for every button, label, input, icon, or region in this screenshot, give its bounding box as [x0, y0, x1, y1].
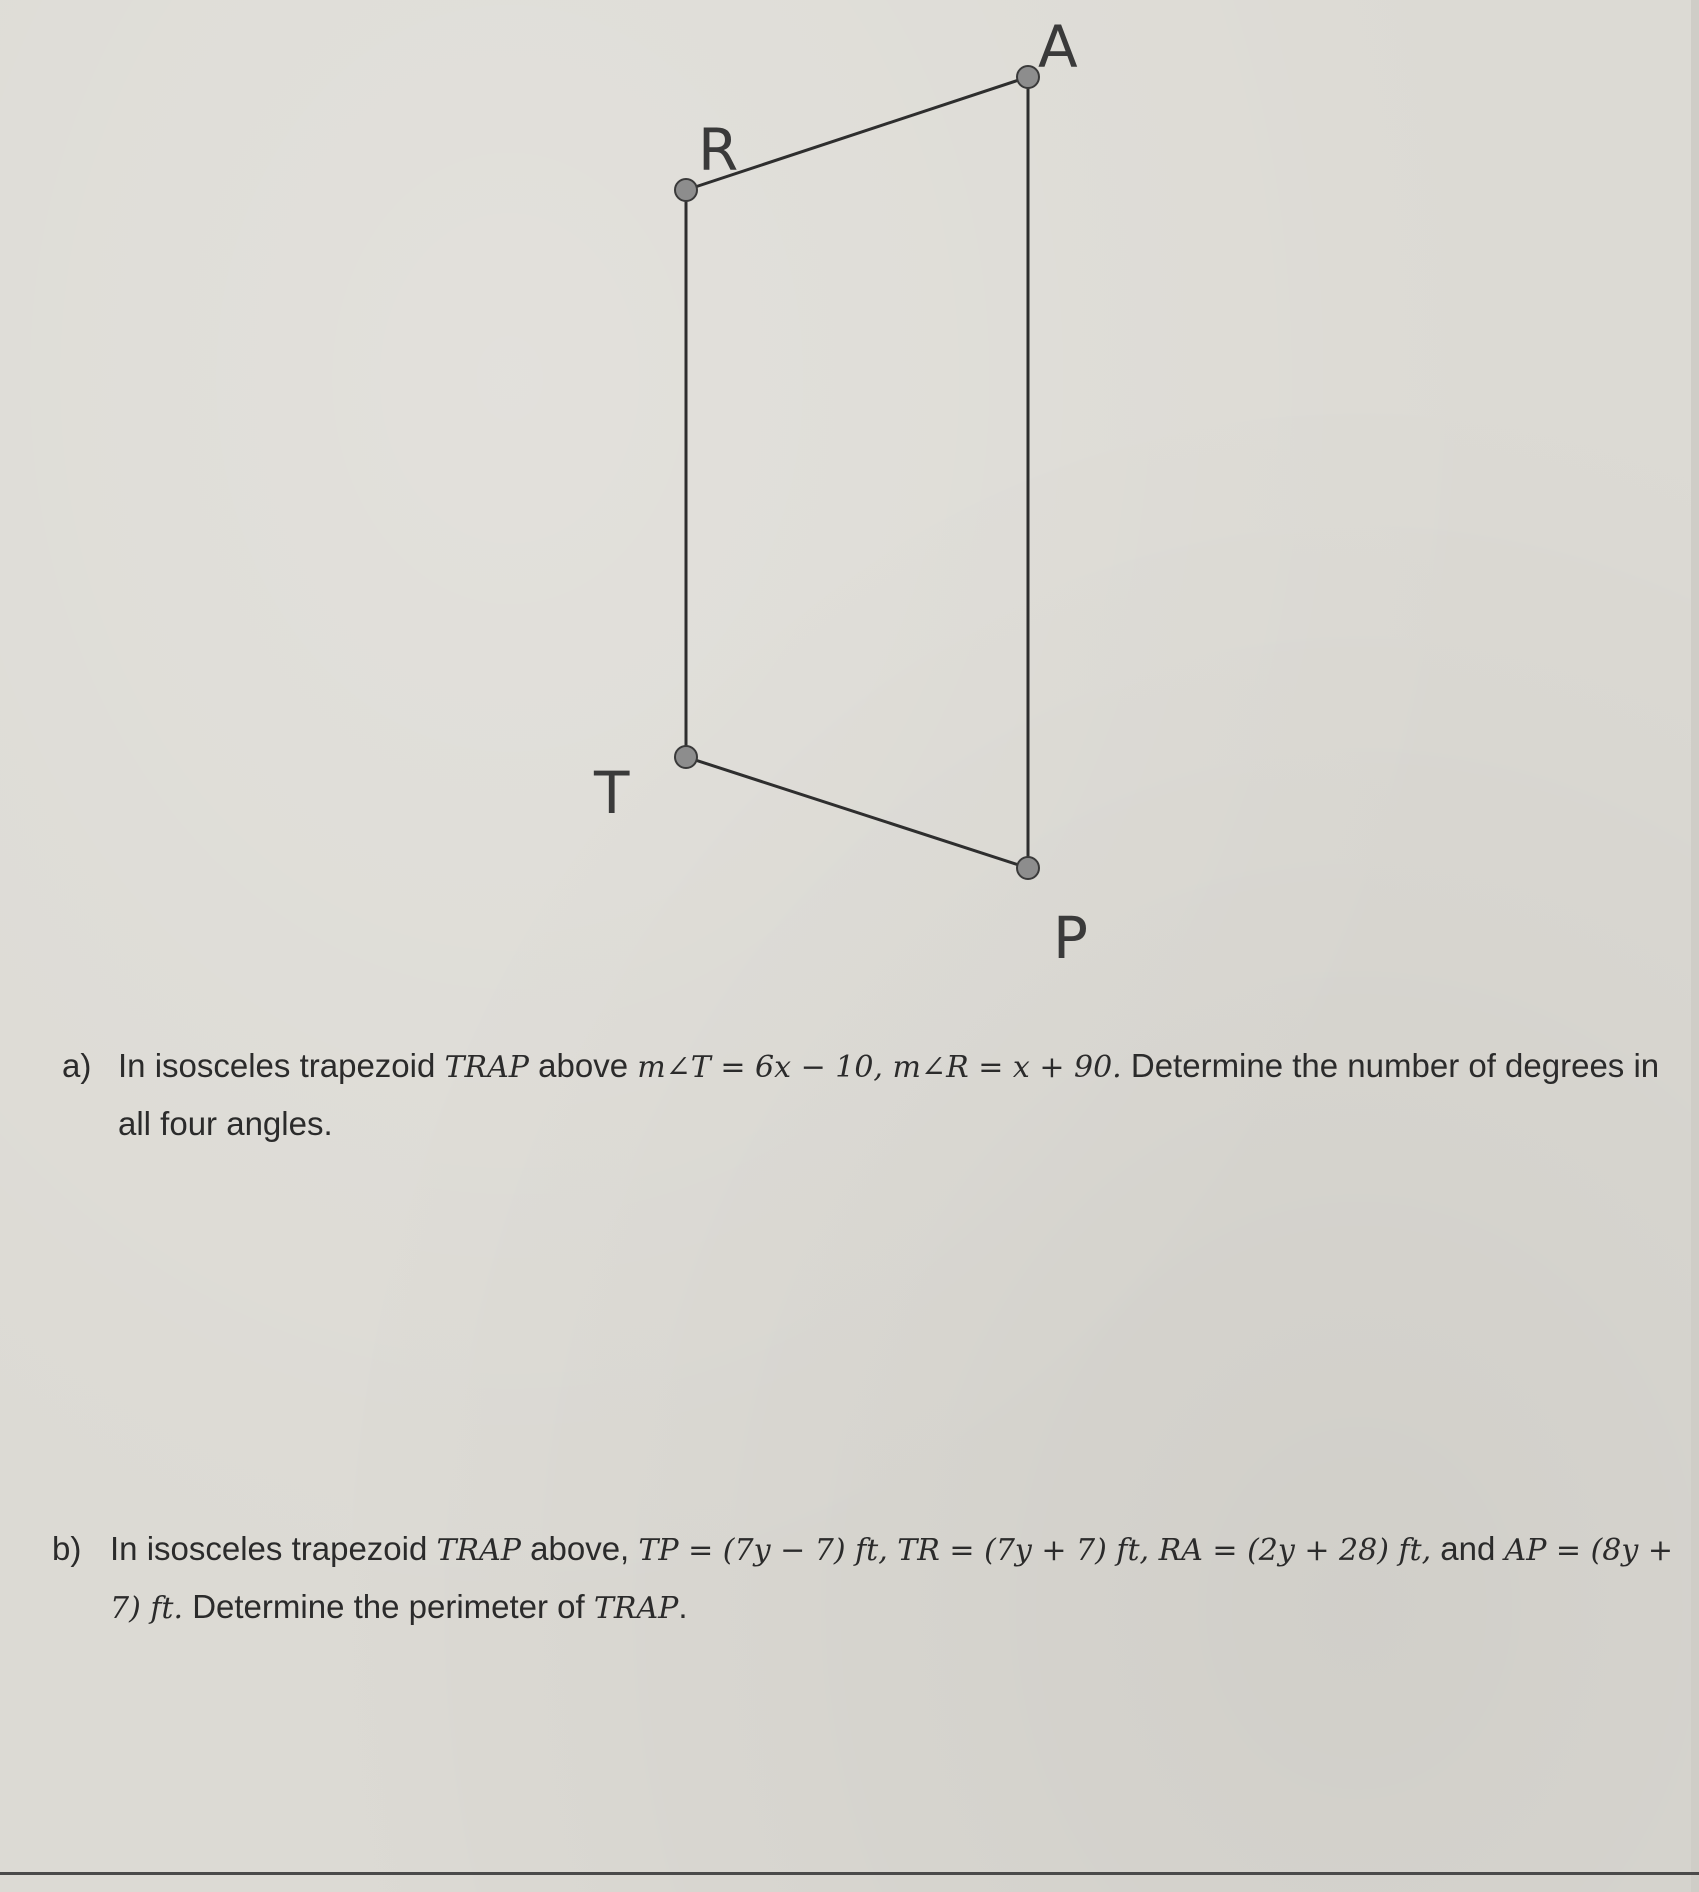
question-a-number: a) [62, 1047, 92, 1084]
question-b-math-3: AP = (8y + 7) ft. [110, 1533, 1674, 1626]
vertex-label-T: T [594, 759, 630, 827]
question-b-math-4: TRAP [593, 1591, 679, 1626]
vertex-label-R: R [698, 116, 739, 184]
bottom-rule [0, 1872, 1699, 1875]
question-a-text-3: Determine the number of degrees in all four angles. [118, 1047, 1660, 1142]
question-b-body [110, 1521, 1682, 1637]
question-a [62, 1038, 1672, 1152]
vertex-A-point [1017, 66, 1039, 88]
question-a-text-1: In isosceles trapezoid [118, 1047, 445, 1084]
question-a-math-1: TRAP [444, 1050, 529, 1085]
vertex-R-point [675, 179, 697, 201]
question-b-text-5: . [678, 1588, 688, 1625]
question-b-text-4: Determine the perimeter of [183, 1588, 594, 1625]
vertex-label-A: A [1038, 13, 1078, 81]
question-a-text-2: above [528, 1047, 638, 1084]
vertex-T-point [675, 746, 697, 768]
question-b-text-2: above, [520, 1530, 639, 1567]
side-PT [686, 757, 1028, 868]
question-b-number: b) [52, 1530, 82, 1567]
vertex-label-P: P [1053, 904, 1088, 972]
question-b-math-2: TP = (7y − 7) ft, TR = (7y + 7) ft, RA = (2y + 28) ft, [638, 1533, 1432, 1568]
question-b-math-1: TRAP [436, 1533, 521, 1568]
question-b-text-1: In isosceles trapezoid [110, 1530, 437, 1567]
question-a-math-2: m∠T = 6x − 10, m∠R = x + 90. [637, 1050, 1122, 1085]
question-b [52, 1521, 1682, 1637]
vertex-P-point [1017, 857, 1039, 879]
question-a-body [118, 1038, 1672, 1152]
question-b-text-3: and [1431, 1530, 1505, 1567]
